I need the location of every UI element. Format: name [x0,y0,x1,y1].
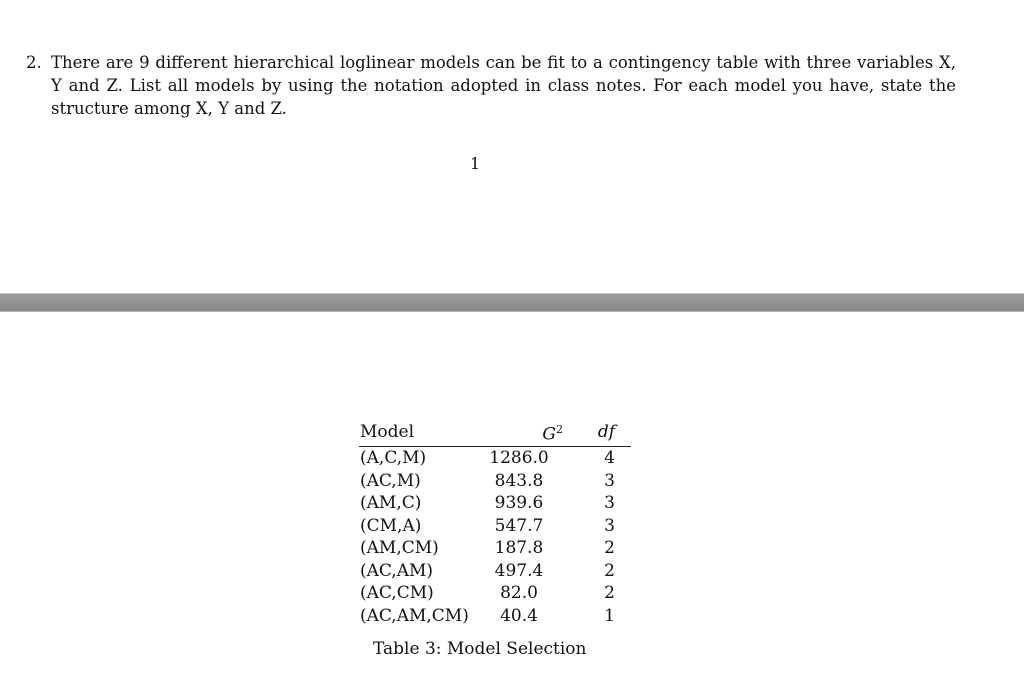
cell-model: (AC,AM) [360,560,434,581]
cell-model: (AC,AM,CM) [360,605,469,626]
cell-df: 3 [604,515,615,536]
cell-model: (AC,M) [360,470,421,491]
cell-g2: 82.0 [500,583,538,604]
header-g2 [488,419,563,447]
cell-g2: 497.4 [494,560,544,581]
cell-df: 2 [604,538,615,559]
cell-model: (AC,CM) [360,583,434,604]
cell-model: (AM,CM) [360,538,439,559]
cell-df: 3 [604,470,615,491]
header-g2-base: G [542,424,556,445]
cell-g2: 1286.0 [489,448,549,469]
cell-df: 4 [604,448,615,469]
page-number: 1 [470,154,481,173]
table-row [359,582,631,605]
question-text: There are 9 different hierarchical loglinear models can be fit to a contingency table with three variables X, Y and Z. List all models by using the notation adopted in class notes. For each model you have, state the structure among X, Y and Z. [51,53,956,118]
table-row [359,537,631,560]
table-header-row [359,419,631,447]
table-row [359,470,631,493]
cell-df: 2 [604,583,615,604]
cell-g2: 843.8 [494,470,544,491]
header-df: df [563,419,631,447]
page-one [0,0,1024,293]
table-caption: Table 3: Model Selection [373,639,587,659]
model-selection-table-container [359,419,631,627]
cell-g2: 187.8 [494,538,544,559]
cell-g2: 939.6 [494,493,544,514]
page-separator [0,293,1024,312]
cell-model: (CM,A) [360,515,422,536]
cell-df: 1 [604,605,615,626]
table-row [359,492,631,515]
question-number: 2. [26,53,42,72]
cell-g2: 547.7 [494,515,544,536]
cell-g2: 40.4 [500,605,538,626]
model-selection-table [359,419,631,627]
cell-model: (A,C,M) [360,448,427,469]
question-2 [26,51,956,120]
table-row [359,447,631,470]
cell-model: (AM,C) [360,493,422,514]
header-g2-exponent: 2 [556,423,563,436]
table-row [359,560,631,583]
cell-df: 2 [604,560,615,581]
cell-df: 3 [604,493,615,514]
header-model: Model [359,419,488,447]
table-body [359,447,631,628]
table-row [359,605,631,628]
table-row [359,515,631,538]
